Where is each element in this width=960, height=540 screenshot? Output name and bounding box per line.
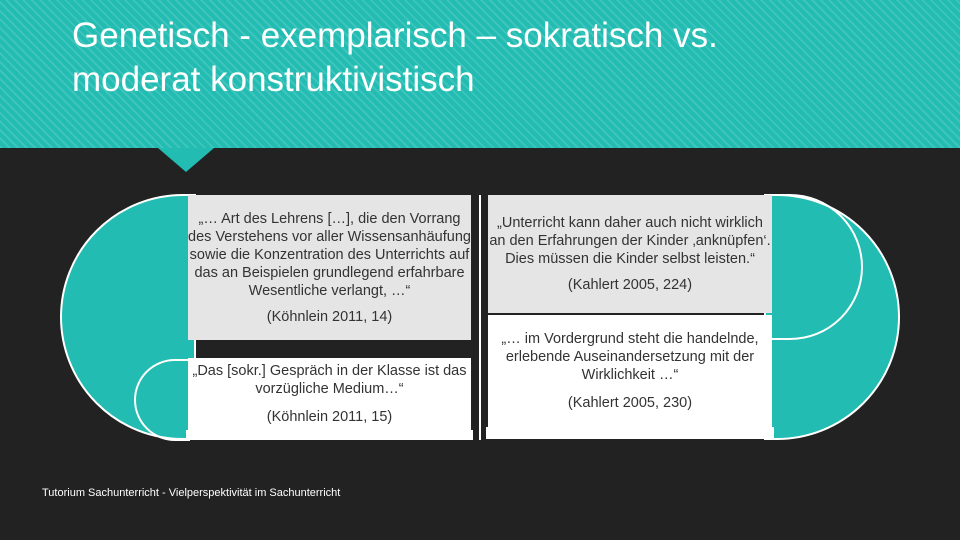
right-quote-1: „Unterricht kann daher auch nicht wirklich an den Erfahrungen der Kinder ‚anknüpfen‘. Dies müssen die Kinder selbst leisten.“ <box>489 215 771 267</box>
left-capsule-shape <box>61 195 195 439</box>
right-quote-box-2 <box>488 315 772 427</box>
slide-title-line-1: Genetisch - exemplarisch – sokratisch vs. <box>72 16 718 55</box>
footer-text: Tutorium Sachunterricht - Vielperspektivität im Sachunterricht <box>42 487 341 499</box>
left-source-2: (Köhnlein 2011, 15) <box>266 409 393 425</box>
right-quote-2: „… im Vordergrund steht die handelnde, erlebende Auseinandersetzung mit der Wirklichkeit …“ <box>501 331 759 383</box>
left-source-1: (Köhnlein 2011, 14) <box>266 308 393 325</box>
slide-title-line-2: moderat konstruktivistisch <box>72 60 475 99</box>
left-quote-box-2 <box>188 358 471 430</box>
right-source-2: (Kahlert 2005, 230) <box>567 395 693 411</box>
left-quote-2: „Das [sokr.] Gespräch in der Klasse ist das vorzügliche Medium…“ <box>192 363 467 397</box>
right-capsule-shape <box>765 195 899 439</box>
left-bottom-strip <box>186 430 473 440</box>
right-quote-box-1 <box>488 195 772 313</box>
left-quote-box-1 <box>188 195 471 340</box>
left-quote-1: „… Art des Lehrens […], die den Vorrang des Verstehens vor aller Wissensanhäufung sowie die Konzentration des Unterrichts auf das an Beispielen grundlegend erfahrbare Wesentliche verlangt, …“ <box>188 210 471 299</box>
right-bottom-strip <box>486 427 774 439</box>
right-source-1: (Kahlert 2005, 224) <box>567 277 693 293</box>
